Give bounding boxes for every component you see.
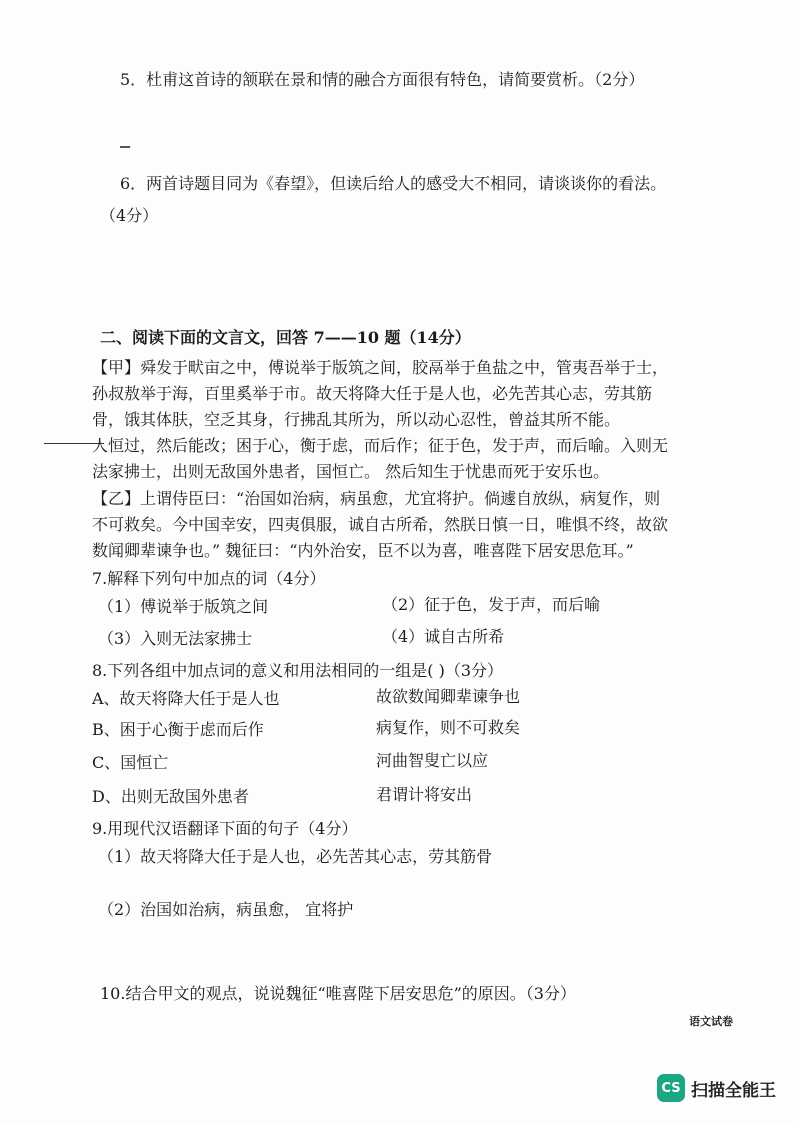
watermark-text: 扫描全能王 xyxy=(691,1080,776,1101)
question-10-stem: 10.结合甲文的观点，说说魏征“唯喜陛下居安思危”的原因。（3分） xyxy=(100,984,576,1003)
question-5: 5．杜甫这首诗的颔联在景和情的融合方面很有特色，请简要赏析。（2分） xyxy=(120,70,645,89)
question-6-line-2: （4分） xyxy=(100,206,159,225)
scan-mark xyxy=(120,146,130,148)
yi-line-1: 【乙】上谓侍臣曰：“治国如治病，病虽愈，尤宜将护。倘遽自放纵，病复作，则 xyxy=(92,489,661,508)
question-7-item-4: （4）诚自古所希 xyxy=(382,627,505,646)
question-8-option-a-left: A、故天将降大任于是人也 xyxy=(92,689,280,708)
jia-line-5: 法家拂士，出则无敌国外患者，国恒亡。 然后知生于忧患而死于安乐也。 xyxy=(92,462,610,481)
yi-line-3: 数闻卿辈谏争也。” 魏征曰：“内外治安，臣不以为喜，唯喜陛下居安思危耳。” xyxy=(92,541,634,560)
question-8-stem: 8.下列各组中加点词的意义和用法相同的一组是( )（3分） xyxy=(92,661,504,680)
jia-line-1: 【甲】舜发于畎亩之中，傅说举于版筑之间，胶鬲举于鱼盐之中，管夷吾举于士， xyxy=(92,358,669,377)
question-9-item-1: （1）故天将降大任于是人也，必先苦其心志，劳其筋骨 xyxy=(98,847,493,866)
question-8-option-c-right: 河曲智叟亡以应 xyxy=(376,751,489,770)
jia-line-2: 孙叔敖举于海，百里奚举于市。故天将降大任于是人也，必先苦其心志，劳其筋 xyxy=(92,384,653,403)
question-7-item-1: （1）傅说举于版筑之间 xyxy=(98,597,269,616)
section-2-heading: 二、阅读下面的文言文，回答 7——10 题（14分） xyxy=(100,328,471,347)
footer-label: 语文试卷 xyxy=(689,1015,733,1028)
question-8-option-d-left: D、出则无敌国外患者 xyxy=(92,787,249,806)
question-9-stem: 9.用现代汉语翻译下面的句子（4分） xyxy=(92,819,358,838)
question-8-option-c-left: C、国恒亡 xyxy=(92,753,169,772)
question-8-option-b-right: 病复作，则不可救矣 xyxy=(376,718,521,737)
question-8-option-d-right: 君谓计将安出 xyxy=(376,785,473,804)
question-7-item-3: （3）入则无法家拂士 xyxy=(98,629,253,648)
question-8-option-a-right: 故欲数闻卿辈谏争也 xyxy=(376,687,521,706)
question-8-option-b-left: B、困于心衡于虑而后作 xyxy=(92,720,264,739)
camscanner-logo-icon: CS xyxy=(657,1074,685,1102)
question-9-item-2: （2）治国如治病，病虽愈， 宜将护 xyxy=(98,900,354,919)
yi-line-2: 不可救矣。今中国幸安，四夷俱服，诚自古所希，然朕日慎一日，唯惧不终，故欲 xyxy=(92,515,669,534)
jia-line-4: 人恒过，然后能改；困于心，衡于虑，而后作；征于色，发于声，而后喻。入则无 xyxy=(92,436,669,455)
question-7-item-2: （2）征于色，发于声，而后喻 xyxy=(382,595,601,614)
question-7-stem: 7.解释下列句中加点的词（4分） xyxy=(92,569,326,588)
scanner-watermark xyxy=(657,1074,776,1102)
question-6-line-1: 6．两首诗题目同为《春望》，但读后给人的感受大不相同，请谈谈你的看法。 xyxy=(120,174,667,193)
jia-line-3: 骨，饿其体肤，空乏其身，行拂乱其所为，所以动心忍性，曾益其所不能。 xyxy=(92,410,621,429)
